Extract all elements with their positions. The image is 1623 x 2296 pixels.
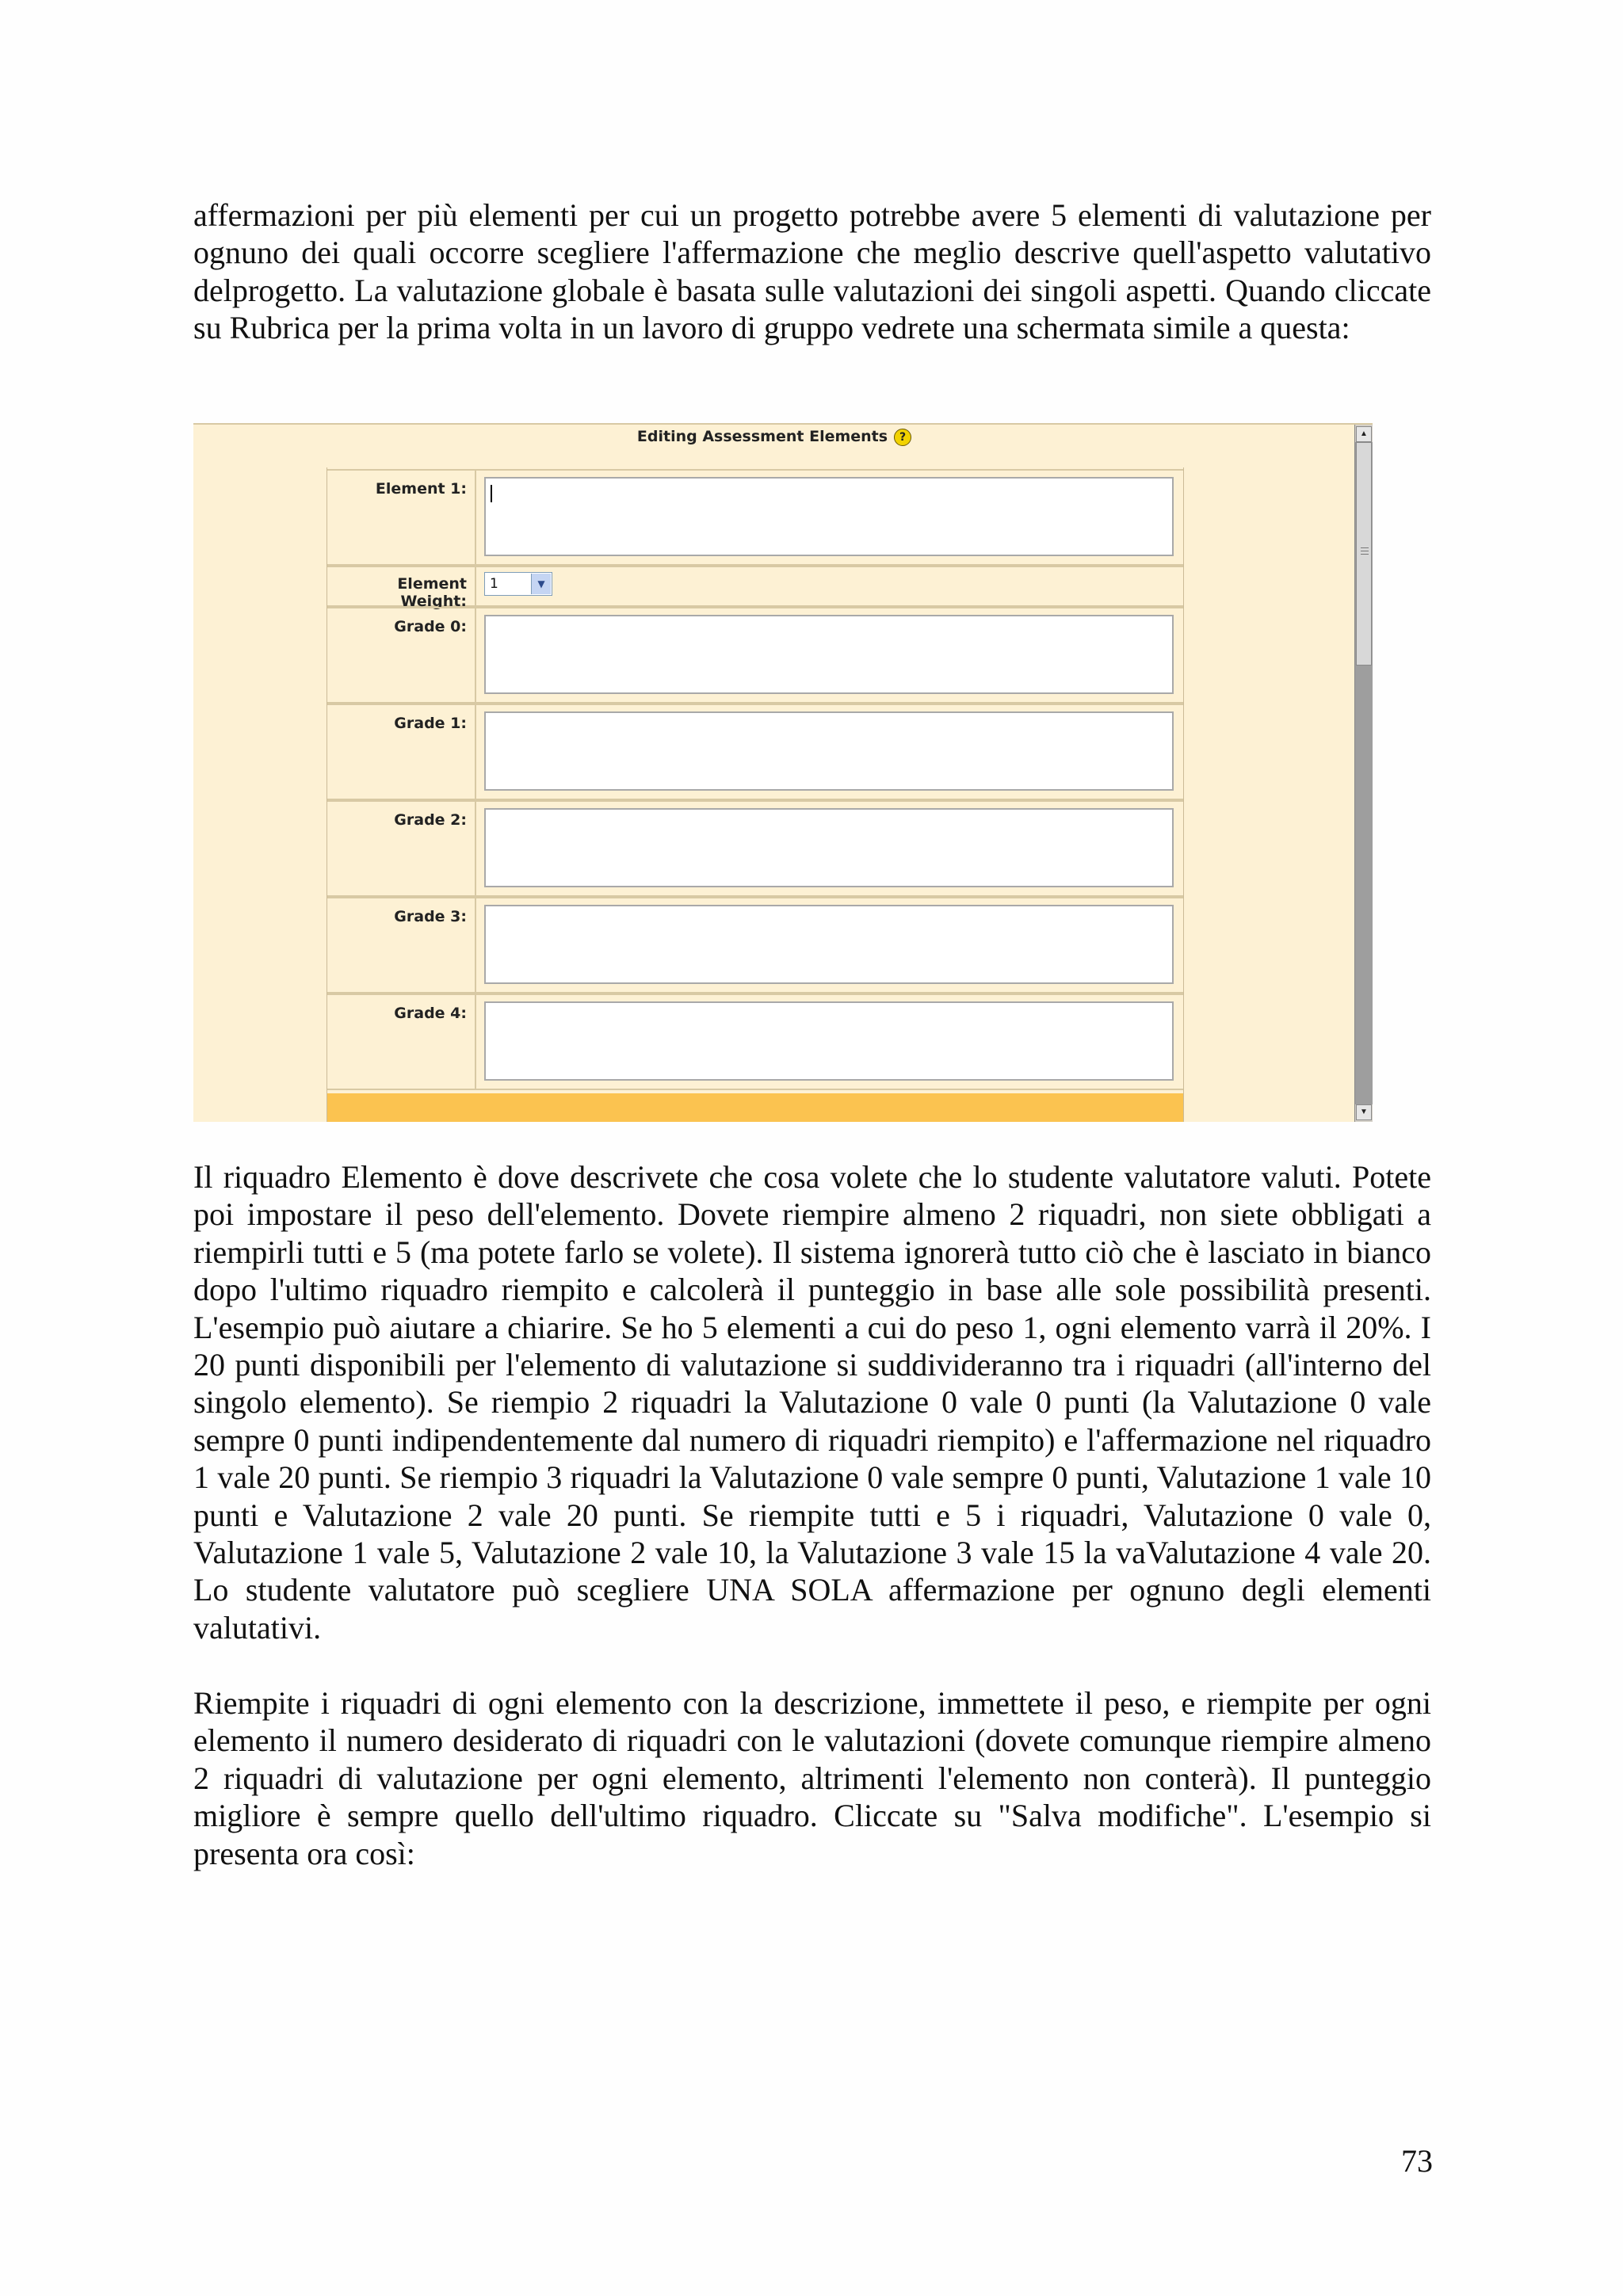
embedded-screenshot	[193, 423, 1373, 1122]
page-number: 73	[1401, 2143, 1433, 2179]
grade-cell-2	[478, 802, 1182, 895]
scroll-down-icon[interactable]: ▼	[1356, 1104, 1372, 1120]
grade-textarea-2[interactable]	[484, 808, 1174, 887]
grade-row-0	[327, 607, 1183, 704]
grade-cell-3	[478, 898, 1182, 992]
grade-textarea-4[interactable]	[484, 1001, 1174, 1081]
grade-cell-1	[478, 705, 1182, 799]
grade-row-4	[327, 994, 1183, 1090]
weight-select-value: 1	[490, 576, 498, 592]
text-caret	[491, 485, 492, 502]
help-icon[interactable]: ?	[894, 429, 911, 446]
weight-cell	[478, 567, 1182, 605]
element-row	[327, 469, 1183, 566]
grip-line	[1361, 554, 1369, 555]
grade-label-2: Grade 2:	[327, 802, 476, 895]
scroll-up-icon[interactable]: ▲	[1356, 426, 1372, 442]
grip-line	[1361, 547, 1369, 548]
grade-textarea-3[interactable]	[484, 905, 1174, 984]
assessment-form	[327, 467, 1184, 1122]
screenshot-title-text: Editing Assessment Elements	[636, 428, 888, 445]
grade-row-2	[327, 800, 1183, 897]
vertical-scrollbar[interactable]	[1354, 425, 1373, 1122]
chevron-down-icon[interactable]: ▼	[531, 574, 551, 594]
weight-select[interactable]	[484, 572, 552, 596]
scroll-track[interactable]	[1355, 442, 1373, 1104]
grade-row-1	[327, 704, 1183, 800]
grade-cell-0	[478, 608, 1182, 702]
screenshot-title	[193, 425, 1355, 448]
grade-textarea-0[interactable]	[484, 615, 1174, 694]
scroll-thumb[interactable]	[1356, 442, 1372, 666]
weight-label: Element Weight:	[327, 567, 476, 605]
grade-cell-4	[478, 995, 1182, 1089]
weight-row	[327, 566, 1183, 610]
paragraph-intro: affermazioni per più elementi per cui un progetto potrebbe avere 5 elementi di valutazione per ognuno dei quali occorre scegliere l'affermazione che meglio descrive quell'aspetto valutativo delprogetto. La valutazione globale è basata sulle valutazioni dei singoli aspetti. Quando cliccate su Rubrica per la prima volta in un lavoro di gruppo vedrete una schermata simile a questa:	[193, 197, 1431, 346]
paragraph-explanation: Il riquadro Elemento è dove descrivete che cosa volete che lo studente valutatore valuti. Potete poi impostare il peso dell'elemento. Dovete riempire almeno 2 riquadri, non siete obbligati a riempirli tutti e 5 (ma potete farlo se volete). Il sistema ignorerà tutto ciò che è lasciato in bianco dopo l'ultimo riquadro riempito e calcolerà il punteggio in base alle sole possibilità presenti. L'esempio può aiutare a chiarire. Se ho 5 elementi a cui do peso 1, ogni elemento varrà il 20%. I 20 punti disponibili per l'elemento di valutazione si suddivideranno tra i riquadri (all'interno del singolo elemento). Se riempio 2 riquadri la Valutazione 0 vale 0 punti (la Valutazione 0 vale sempre 0 punti indipendentemente dal numero di riquadri riempito) e l'affermazione nel riquadro 1 vale 20 punti. Se riempio 3 riquadri la Valutazione 0 vale sempre 0 punti, Valutazione 1 vale 10 punti e Valutazione 2 vale 20 punti. Se riempite tutti e 5 i riquadri, Valutazione 0 vale 0, Valutazione 1 vale 5, Valutazione 2 vale 10, la Valutazione 3 vale 15 la vaValutazione 4 vale 20. Lo studente valutatore può scegliere UNA SOLA affermazione per ognuno degli elementi valutativi.	[193, 1159, 1431, 1646]
grade-label-0: Grade 0:	[327, 608, 476, 702]
element-textarea[interactable]	[484, 477, 1174, 556]
grade-label-3: Grade 3:	[327, 898, 476, 992]
element-label: Element 1:	[327, 471, 476, 564]
grade-label-4: Grade 4:	[327, 995, 476, 1089]
form-footer-bar	[327, 1093, 1183, 1122]
element-cell	[478, 471, 1182, 564]
grade-row-3	[327, 897, 1183, 994]
paragraph-instructions: Riempite i riquadri di ogni elemento con la descrizione, immettete il peso, e riempite per ogni elemento il numero desiderato di riquadri con le valutazioni (dovete comunque riempire almeno 2 riquadri di valutazione per ogni elemento, altrimenti l'elemento non conterà). Il punteggio migliore è sempre quello dell'ultimo riquadro. Cliccate su "Salva modifiche". L'esempio si presenta ora così:	[193, 1685, 1431, 1871]
grade-label-1: Grade 1:	[327, 705, 476, 799]
grade-textarea-1[interactable]	[484, 711, 1174, 791]
